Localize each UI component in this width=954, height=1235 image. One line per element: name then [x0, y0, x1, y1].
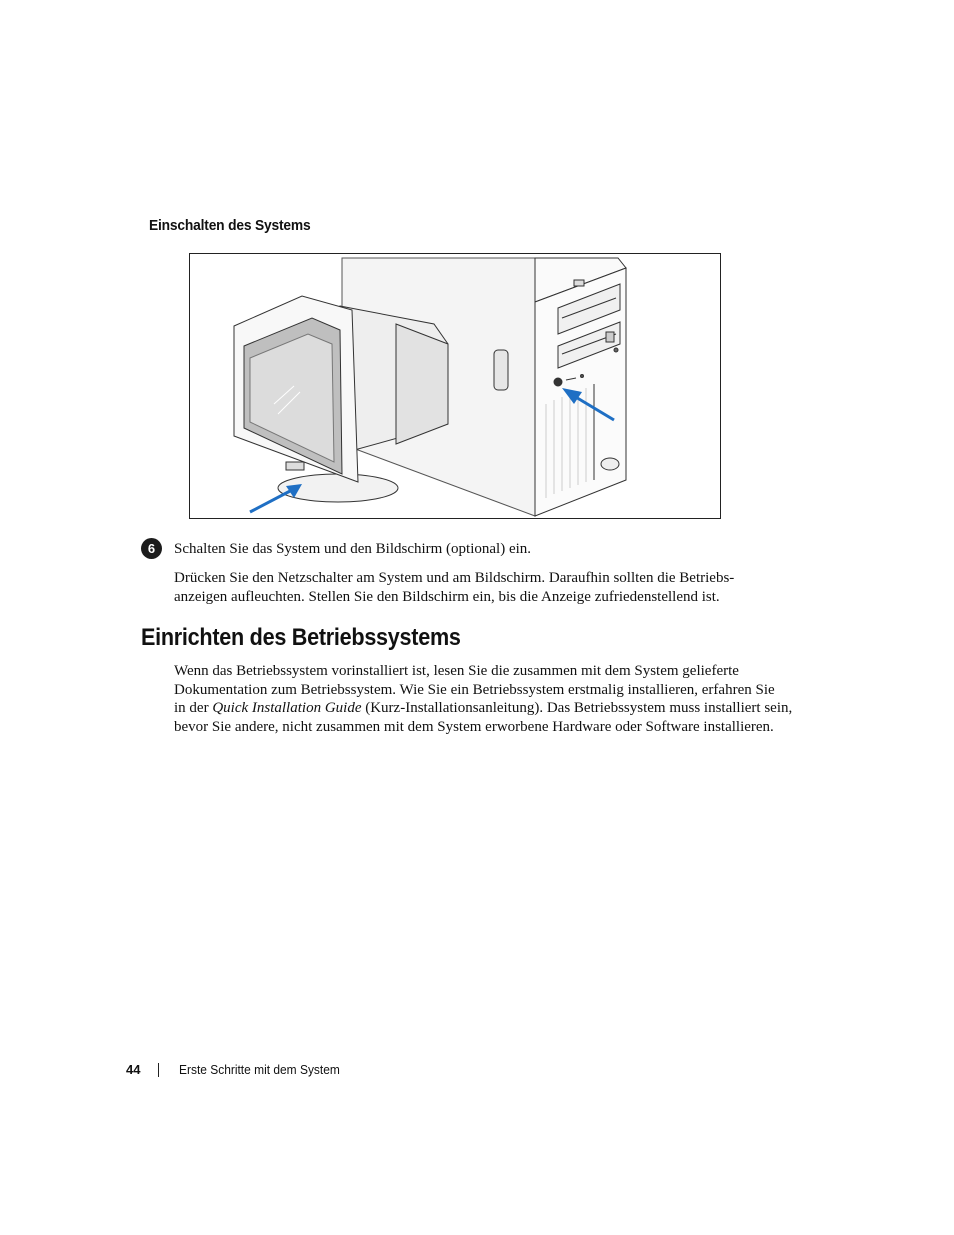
step-detail-paragraph [174, 569, 734, 606]
os-paragraph [174, 662, 792, 736]
paragraph-line: anzeigen aufleuchten. Stellen Sie den Bildschirm ein, bis die Anzeige zufriedenstellend ist. [174, 588, 720, 605]
step-instruction: Schalten Sie das System und den Bildschirm (optional) ein. [174, 541, 532, 557]
paragraph-line: Wenn das Betriebssystem vorinstalliert ist, lesen Sie die zusammen mit dem System gelieferte [174, 663, 739, 679]
footer-divider [158, 1063, 159, 1077]
paragraph-line: Drücken Sie den Netzschalter am System und am Bildschirm. Daraufhin sollten die Betriebs- [174, 570, 735, 586]
text-run: in der [174, 700, 213, 716]
step-number-badge: 6 [141, 538, 162, 559]
paragraph-line: Dokumentation zum Betriebssystem. Wie Sie ein Betriebssystem erstmalig installieren, erfahren Sie [174, 681, 775, 698]
power-on-figure [189, 253, 721, 519]
text-run: (Kurz-Installationsanleitung). Das Betriebssystem muss installiert sein, [361, 700, 793, 716]
document-title-italic: Quick Installation Guide [212, 700, 362, 716]
paragraph-line [174, 699, 792, 718]
paragraph-line: bevor Sie andere, nicht zusammen mit dem System erworbene Hardware oder Software installieren. [174, 718, 774, 735]
section-subheading: Einschalten des Systems [149, 217, 311, 234]
page-number: 44 [126, 1062, 141, 1077]
section-heading: Einrichten des Betriebssystems [141, 624, 461, 651]
footer-title: Erste Schritte mit dem System [179, 1062, 340, 1077]
